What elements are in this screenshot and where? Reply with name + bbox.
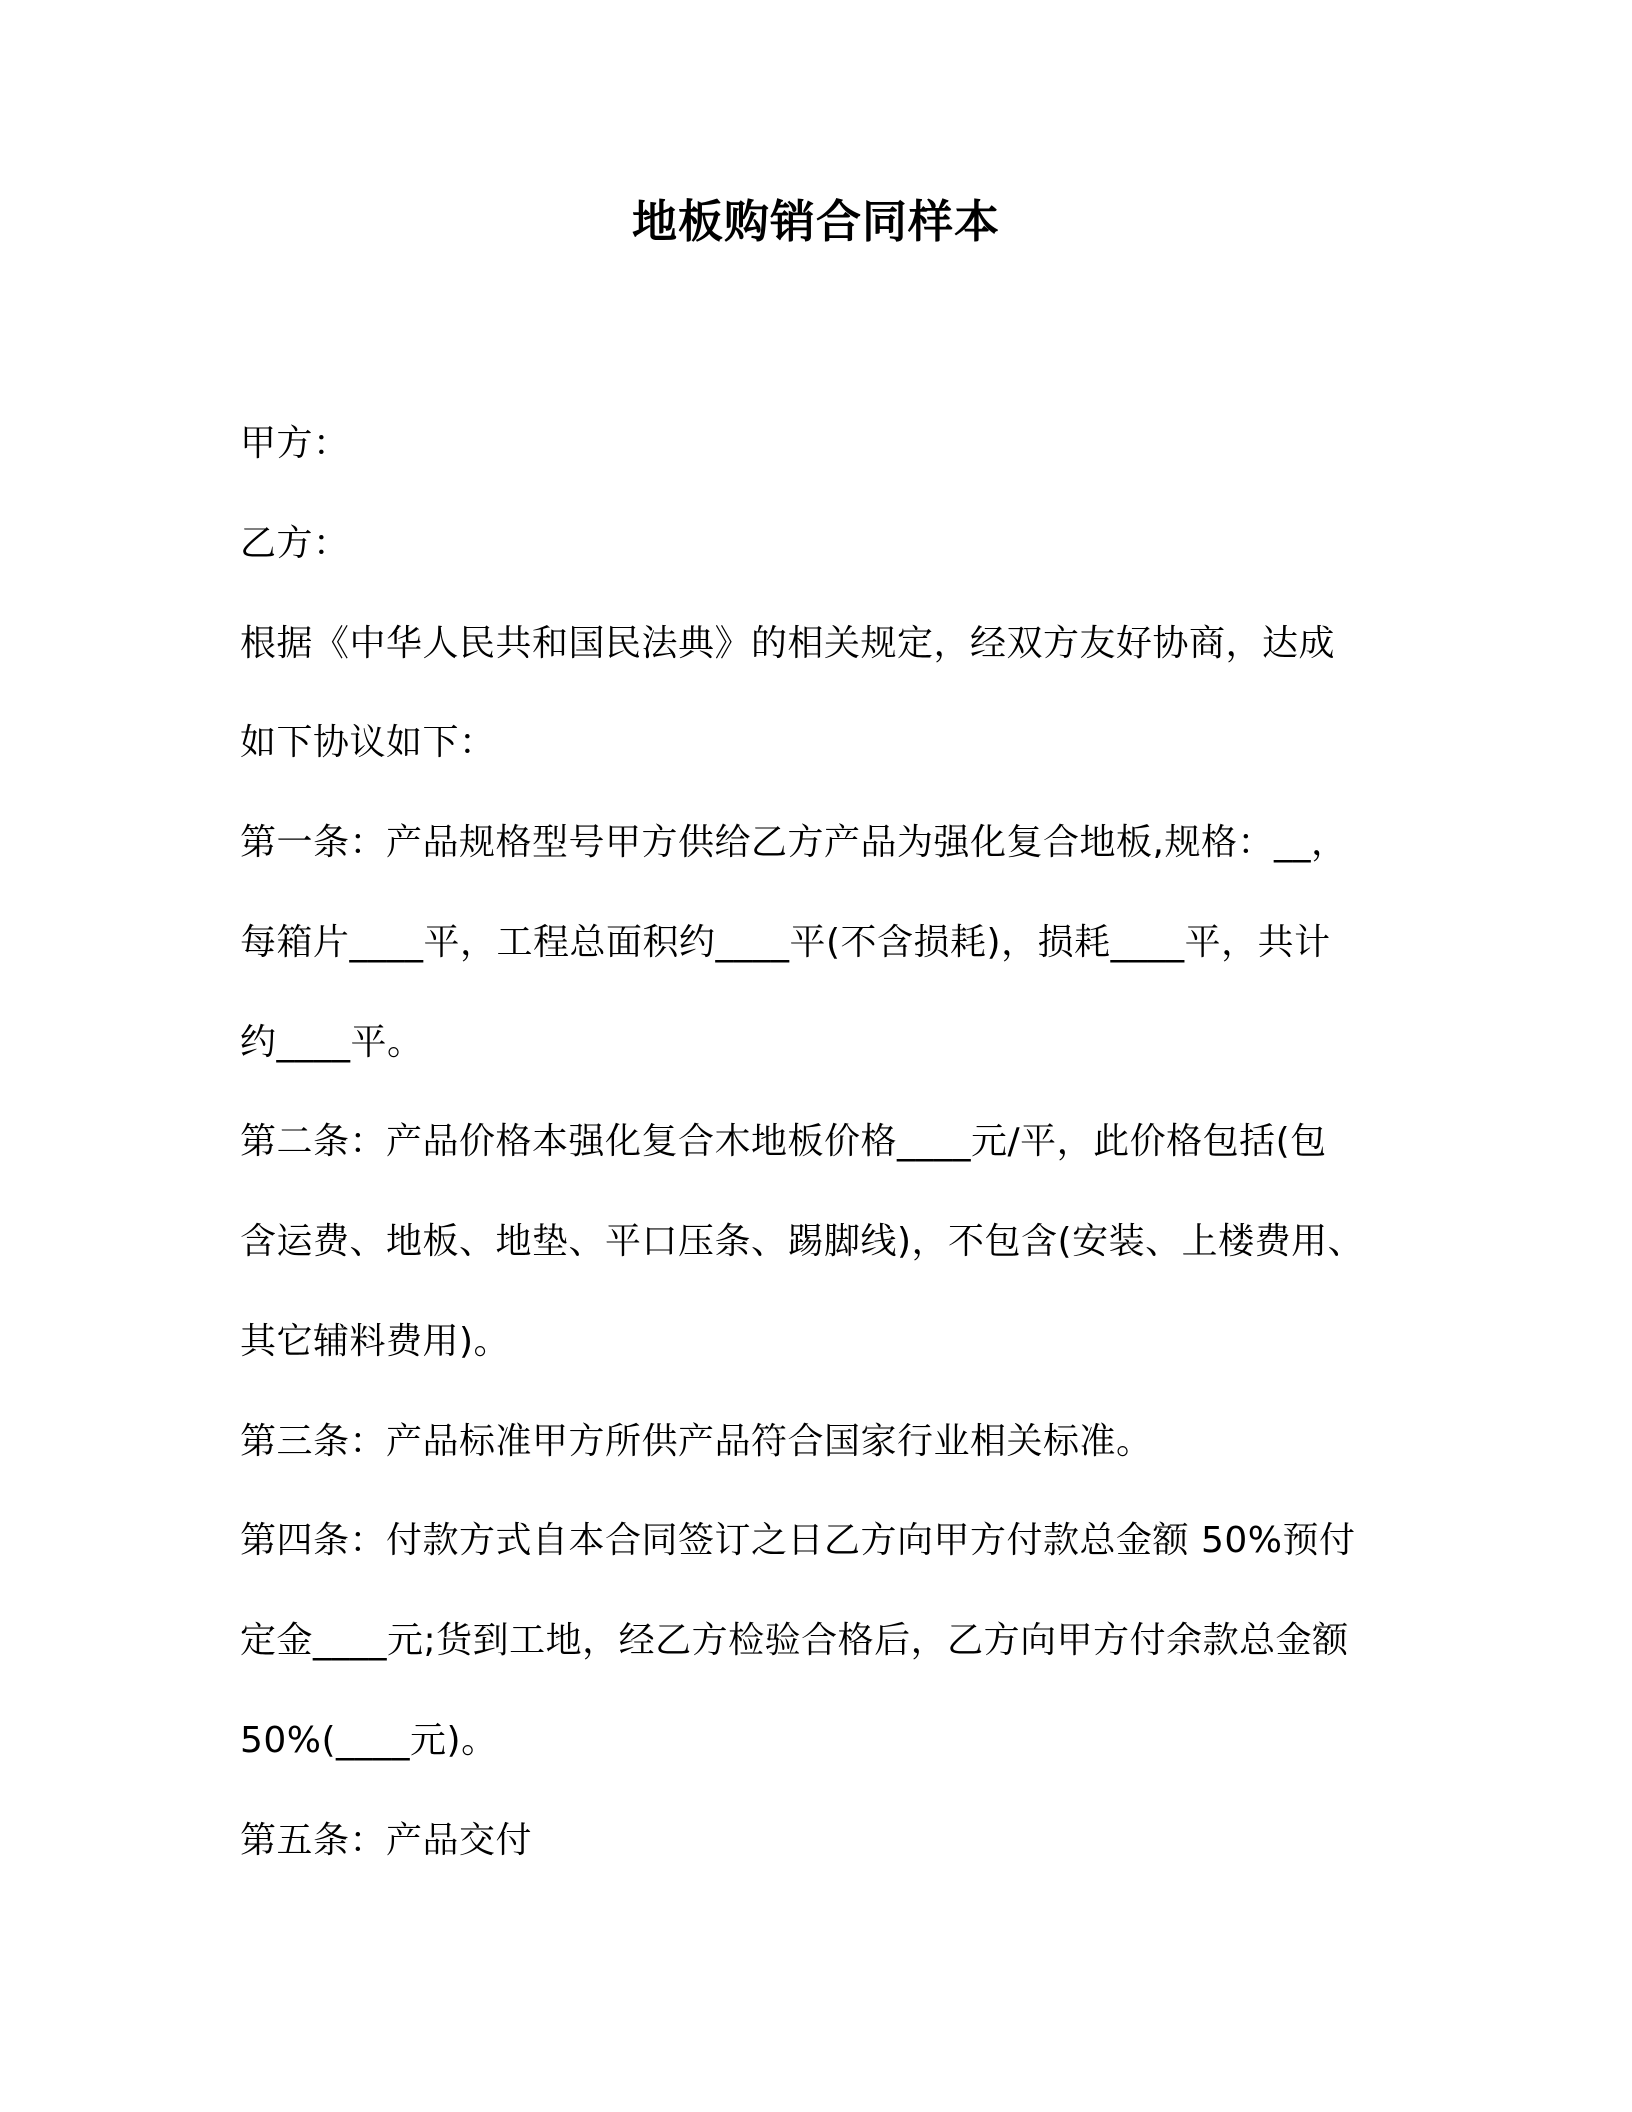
article-2-line: 第二条：产品价格本强化复合木地板价格____元/平，此价格包括(包	[240, 1121, 1327, 1162]
article-1-line: 第一条：产品规格型号甲方供给乙方产品为强化复合地板,规格：__，	[240, 822, 1348, 863]
article-2-line: 其它辅料费用)。	[240, 1321, 511, 1362]
article-3-line: 第三条：产品标准甲方所供产品符合国家行业相关标准。	[240, 1421, 1153, 1462]
article-1-line: 每箱片____平，工程总面积约____平(不含损耗)，损耗____平，共计	[240, 922, 1331, 963]
party-a-line: 甲方：	[240, 423, 350, 464]
article-5-line: 第五条：产品交付	[240, 1820, 533, 1861]
article-4-line: 第四条：付款方式自本合同签订之日乙方向甲方付款总金额 50%预付	[240, 1520, 1356, 1561]
preamble-line: 如下协议如下：	[240, 722, 496, 763]
article-1-line: 约____平。	[240, 1022, 424, 1063]
article-2-line: 含运费、地板、地垫、平口压条、踢脚线)，不包含(安装、上楼费用、	[240, 1221, 1365, 1262]
article-4-line: 定金____元;货到工地，经乙方检验合格后，乙方向甲方付余款总金额	[240, 1620, 1349, 1661]
party-b-line: 乙方：	[240, 523, 350, 564]
document-title: 地板购销合同样本	[631, 195, 1000, 248]
article-4-line: 50%(____元)。	[240, 1720, 498, 1761]
preamble-line: 根据《中华人民共和国民法典》的相关规定，经双方友好协商，达成	[240, 623, 1336, 664]
